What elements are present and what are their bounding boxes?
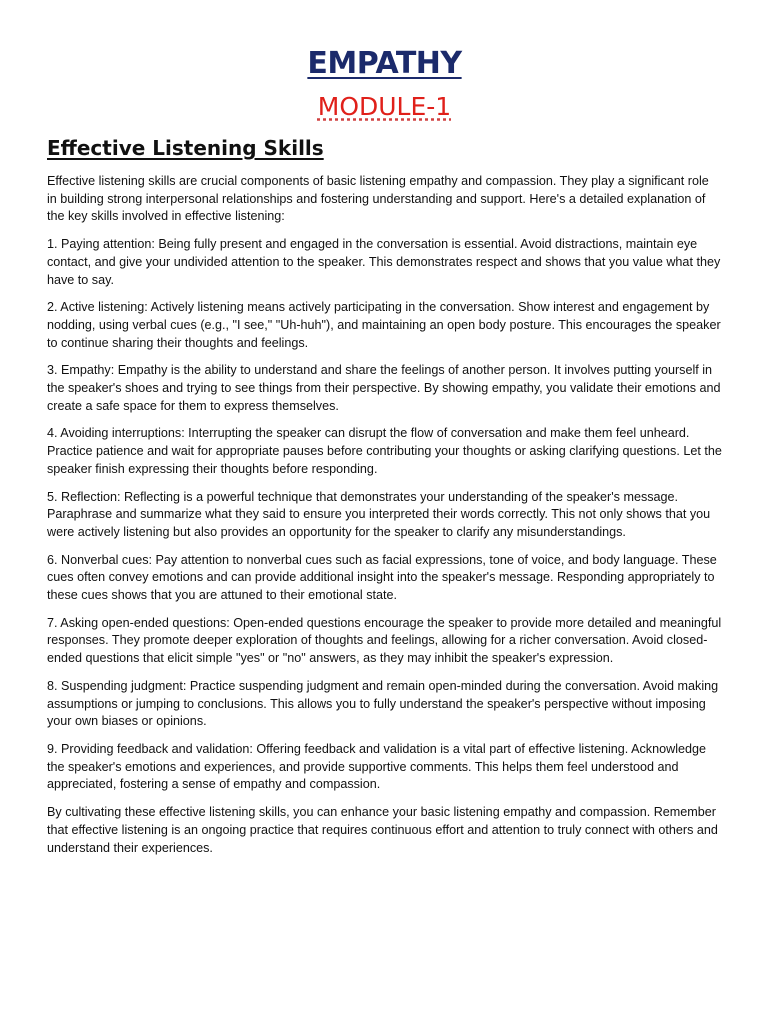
module-label-text: MODULE-1 (317, 92, 452, 121)
paragraph-active-listening: 2. Active listening: Actively listening means actively participating in the conversation. Show interest and engagement by nodding, using verbal cues (e.g., "I see," "Uh-huh"), and maintaining an open body posture. This encourages the speaker to continue sharing their thoughts and feelings. (47, 300, 721, 350)
paragraph-paying-attention: 1. Paying attention: Being fully present and engaged in the conversation is essential. Avoid distractions, maintain eye contact, and give your undivided attention to the speaker. This demonstrates respect and shows that you value what they have to say. (47, 237, 721, 287)
module-label (47, 92, 722, 122)
paragraph-feedback-validation: 9. Providing feedback and validation: Offering feedback and validation is a vital part of effective listening. Acknowledge the speaker's emotions and experiences, and provide supportive comments. This helps them feel understood and appreciated, fostering a sense of empathy and compassion. (47, 741, 707, 792)
document-title (47, 0, 722, 82)
paragraph-intro: Effective listening skills are crucial components of basic listening empathy and compassion. They play a significant role in building strong interpersonal relationships and fostering understanding and support. Here's a detailed explanation of the key skills involved in effective listening: (47, 174, 709, 224)
section-heading: Effective Listening Skills (47, 136, 324, 160)
paragraph-nonverbal-cues: 6. Nonverbal cues: Pay attention to nonverbal cues such as facial expressions, tone of voice, and body language. These cues often convey emotions and can provide additional insight into the speaker's message. Responding appropriately to these cues shows that you are attuned to their emotional state. (47, 552, 717, 603)
paragraph-reflection: 5. Reflection: Reflecting is a powerful technique that demonstrates your understanding of the speaker's message. Paraphrase and summarize what they said to ensure you interpreted their words correctly. This not only shows that you were actively listening but also provides an opportunity for the speaker to clarify any misunderstandings. (47, 489, 711, 539)
paragraph-empathy: 3. Empathy: Empathy is the ability to understand and share the feelings of another person. It involves putting yourself in the speaker's shoes and trying to see things from their perspective. By showing empathy, you validate their emotions and create a safe space for them to express themselves. (47, 363, 721, 413)
paragraph-avoiding-interruptions: 4. Avoiding interruptions: Interrupting the speaker can disrupt the flow of conversation and make them feel unheard. Practice patience and wait for appropriate pauses before contributing your thoughts or asking clarifying questions. Let the speaker finish expressing their thoughts before responding. (47, 426, 722, 476)
document-title-text: EMPATHY (307, 46, 462, 81)
paragraph-conclusion: By cultivating these effective listening skills, you can enhance your basic listening empathy and compassion. Remember that effective listening is an ongoing practice that requires continuous effort and attention to truly connect with others and understand their experiences. (47, 805, 718, 855)
paragraph-suspending-judgment: 8. Suspending judgment: Practice suspending judgment and remain open-minded during the conversation. Avoid making assumptions or jumping to conclusions. This allows you to fully understand the speaker's perspective without imposing your own biases or opinions. (47, 678, 719, 729)
paragraph-open-ended-questions: 7. Asking open-ended questions: Open-ended questions encourage the speaker to provide more detailed and meaningful responses. They promote deeper exploration of thoughts and feelings, allowing for a richer conversation. Avoid closed-ended questions that elicit simple "yes" or "no" answers, as they may inhibit the speaker's expression. (47, 615, 722, 666)
